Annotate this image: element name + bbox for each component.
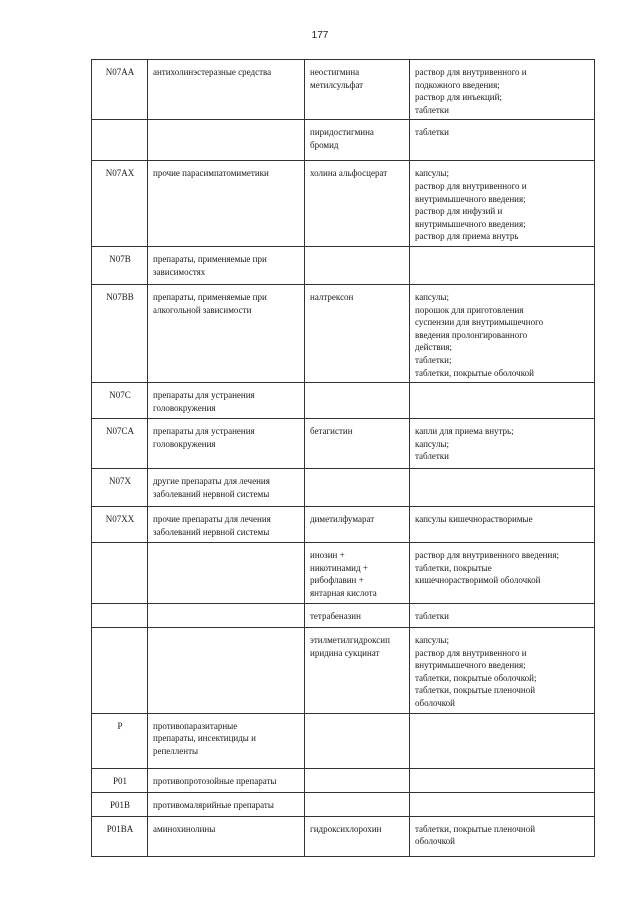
cell-dosage-forms bbox=[410, 768, 595, 792]
table-row bbox=[92, 419, 595, 469]
cell-substance bbox=[305, 246, 410, 284]
cell-group-name bbox=[148, 628, 305, 714]
cell-group-name: препараты, применяемые при алкогольной зависимости bbox=[148, 284, 305, 382]
cell-dosage-forms: капсулы; раствор для внутривенного и внутримышечного введения; раствор для инфузий и внутримышечного введения; раствор для приема внутрь bbox=[410, 161, 595, 247]
cell-substance: холина альфосцерат bbox=[305, 161, 410, 247]
table-row bbox=[92, 816, 595, 856]
table-row bbox=[92, 713, 595, 768]
cell-group-name bbox=[148, 543, 305, 604]
cell-substance bbox=[305, 713, 410, 768]
table-body bbox=[92, 60, 595, 857]
cell-atc-code: N07B bbox=[92, 246, 148, 284]
cell-group-name bbox=[148, 120, 305, 161]
cell-group-name: противомалярийные препараты bbox=[148, 792, 305, 816]
cell-dosage-forms: таблетки bbox=[410, 604, 595, 628]
table-row bbox=[92, 628, 595, 714]
table-row bbox=[92, 120, 595, 161]
cell-dosage-forms bbox=[410, 792, 595, 816]
table-row bbox=[92, 161, 595, 247]
cell-atc-code: N07BB bbox=[92, 284, 148, 382]
cell-dosage-forms bbox=[410, 246, 595, 284]
table-row bbox=[92, 246, 595, 284]
cell-atc-code: N07X bbox=[92, 469, 148, 507]
cell-group-name: препараты для устранения головокружения bbox=[148, 419, 305, 469]
cell-substance bbox=[305, 792, 410, 816]
cell-substance: налтрексон bbox=[305, 284, 410, 382]
table-row bbox=[92, 507, 595, 543]
table-row bbox=[92, 60, 595, 120]
cell-dosage-forms: капсулы; раствор для внутривенного и внутримышечного введения; таблетки, покрытые оболочкой; таблетки, покрытые пленочной оболочкой bbox=[410, 628, 595, 714]
cell-substance: тетрабеназин bbox=[305, 604, 410, 628]
cell-group-name: препараты для устранения головокружения bbox=[148, 383, 305, 419]
cell-dosage-forms bbox=[410, 469, 595, 507]
cell-dosage-forms: раствор для внутривенного и подкожного введения; раствор для инъекций; таблетки bbox=[410, 60, 595, 120]
cell-substance: гидроксихлорохин bbox=[305, 816, 410, 856]
cell-dosage-forms: раствор для внутривенного введения; таблетки, покрытые кишечнорастворимой оболочкой bbox=[410, 543, 595, 604]
table-row bbox=[92, 284, 595, 382]
cell-dosage-forms bbox=[410, 713, 595, 768]
cell-group-name bbox=[148, 604, 305, 628]
cell-substance: диметилфумарат bbox=[305, 507, 410, 543]
cell-atc-code: N07XX bbox=[92, 507, 148, 543]
cell-atc-code: P01BA bbox=[92, 816, 148, 856]
cell-group-name: антихолинэстеразные средства bbox=[148, 60, 305, 120]
cell-substance bbox=[305, 469, 410, 507]
table-row bbox=[92, 383, 595, 419]
cell-dosage-forms: таблетки, покрытые пленочной оболочкой bbox=[410, 816, 595, 856]
table-row bbox=[92, 543, 595, 604]
cell-substance bbox=[305, 383, 410, 419]
cell-atc-code: P01B bbox=[92, 792, 148, 816]
cell-dosage-forms: капсулы кишечнорастворимые bbox=[410, 507, 595, 543]
cell-group-name: противопаразитарные препараты, инсектициды и репелленты bbox=[148, 713, 305, 768]
cell-atc-code bbox=[92, 604, 148, 628]
cell-substance: неостигмина метилсульфат bbox=[305, 60, 410, 120]
cell-substance: инозин + никотинамид + рибофлавин + янтарная кислота bbox=[305, 543, 410, 604]
cell-dosage-forms bbox=[410, 383, 595, 419]
table-row bbox=[92, 768, 595, 792]
cell-atc-code bbox=[92, 628, 148, 714]
cell-group-name: аминохинолины bbox=[148, 816, 305, 856]
cell-atc-code: P01 bbox=[92, 768, 148, 792]
cell-dosage-forms: капсулы; порошок для приготовления суспензии для внутримышечного введения пролонгированного действия; таблетки; таблетки, покрытые оболочкой bbox=[410, 284, 595, 382]
cell-atc-code bbox=[92, 120, 148, 161]
cell-atc-code: N07C bbox=[92, 383, 148, 419]
table-row bbox=[92, 604, 595, 628]
cell-group-name: другие препараты для лечения заболеваний нервной системы bbox=[148, 469, 305, 507]
cell-dosage-forms: капли для приема внутрь; капсулы; таблетки bbox=[410, 419, 595, 469]
cell-substance: бетагистин bbox=[305, 419, 410, 469]
cell-atc-code: N07AX bbox=[92, 161, 148, 247]
cell-substance: этилметилгидроксип иридина сукцинат bbox=[305, 628, 410, 714]
table-row bbox=[92, 469, 595, 507]
cell-atc-code: N07AA bbox=[92, 60, 148, 120]
page-number: 177 bbox=[311, 30, 329, 41]
drug-table bbox=[91, 59, 595, 857]
cell-group-name: прочие парасимпатомиметики bbox=[148, 161, 305, 247]
cell-atc-code bbox=[92, 543, 148, 604]
cell-substance: пиридостигмина бромид bbox=[305, 120, 410, 161]
cell-atc-code: N07CA bbox=[92, 419, 148, 469]
cell-substance bbox=[305, 768, 410, 792]
table-row bbox=[92, 792, 595, 816]
cell-dosage-forms: таблетки bbox=[410, 120, 595, 161]
cell-group-name: препараты, применяемые при зависимостях bbox=[148, 246, 305, 284]
cell-atc-code: P bbox=[92, 713, 148, 768]
cell-group-name: прочие препараты для лечения заболеваний нервной системы bbox=[148, 507, 305, 543]
cell-group-name: противопротозойные препараты bbox=[148, 768, 305, 792]
